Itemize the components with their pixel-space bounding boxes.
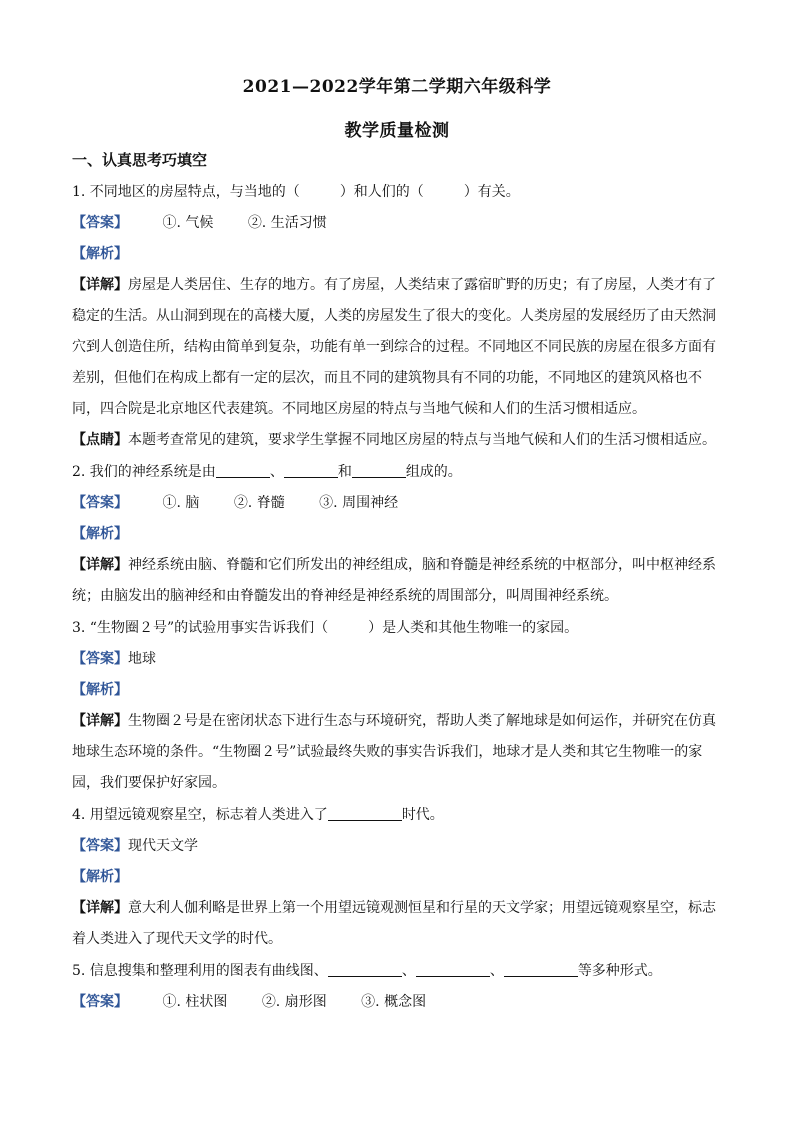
detail-label: 【详解】 bbox=[72, 900, 128, 916]
answer-text: 周围神经 bbox=[342, 495, 399, 511]
q4-detail-line: 着人类进入了现代天文学的时代。 bbox=[72, 931, 282, 947]
q5-sep-1: 、 bbox=[401, 963, 416, 979]
q5-answer-row bbox=[72, 992, 722, 1012]
answer-number: ①. bbox=[162, 495, 181, 511]
section-heading: 一、认真思考巧填空 bbox=[72, 151, 208, 169]
q5-answer-3 bbox=[361, 992, 426, 1012]
page-title: 2021—2022学年第二学期六年级科学 bbox=[242, 77, 552, 97]
q1-analysis bbox=[72, 244, 722, 264]
answer-number: ③. bbox=[361, 994, 380, 1010]
analysis-label: 【解析】 bbox=[72, 246, 128, 262]
q3-stem-a: 3. “生物圈２号”的试验用事实告诉我们（ bbox=[72, 620, 329, 636]
answer-text: 地球 bbox=[128, 651, 156, 667]
analysis-label: 【解析】 bbox=[72, 682, 128, 698]
comment-text: 本题考查常见的建筑，要求学生掌握不同地区房屋的特点与当地气候和人们的生活习惯相适应。 bbox=[128, 432, 716, 448]
q2-sep-1: 、 bbox=[269, 464, 284, 480]
q1-stem-b: ）和人们的（ bbox=[339, 184, 424, 200]
answer-label: 【答案】 bbox=[72, 994, 128, 1010]
q4-detail-line bbox=[72, 898, 722, 918]
q2-detail-line: 统；由脑发出的脑神经和由脊髓发出的脊神经是神经系统的周围部分，叫周围神经系统。 bbox=[72, 588, 618, 604]
q5-sep-2: 、 bbox=[489, 963, 504, 979]
question-1 bbox=[72, 182, 722, 202]
q1-detail-line: 稳定的生活。从山洞到现在的高楼大厦，人类的房屋发生了很大的变化。人类房屋的发展经历了由天然洞 bbox=[72, 308, 716, 324]
q2-analysis bbox=[72, 524, 722, 544]
answer-number: ③. bbox=[319, 495, 338, 511]
answer-number: ②. bbox=[247, 215, 267, 231]
question-3 bbox=[72, 618, 722, 638]
answer-text: 生活习惯 bbox=[270, 215, 327, 231]
q1-answer-2 bbox=[248, 213, 327, 233]
q4-stem-a: 4. 用望远镜观察星空，标志着人类进入了 bbox=[72, 807, 328, 823]
question-2 bbox=[72, 462, 722, 482]
analysis-label: 【解析】 bbox=[72, 869, 128, 885]
answer-label: 【答案】 bbox=[72, 838, 128, 854]
q4-analysis bbox=[72, 867, 722, 887]
q1-detail-line: 同，四合院是北京地区代表建筑。不同地区房屋的特点与当地气候和人们的生活习惯相适应。 bbox=[72, 401, 646, 417]
q3-stem-b: ）是人类和其他生物唯一的家园。 bbox=[368, 620, 579, 636]
q2-stem-a: 2. 我们的神经系统是由 bbox=[72, 464, 216, 480]
answer-number: ②. bbox=[233, 495, 253, 511]
answer-text: 气候 bbox=[185, 215, 214, 231]
q2-sep-2: 和 bbox=[337, 464, 352, 480]
answer-text: 现代天文学 bbox=[128, 838, 198, 854]
detail-label: 【详解】 bbox=[72, 713, 128, 729]
q2-answer-1 bbox=[162, 493, 199, 513]
q2-blank-3[interactable] bbox=[352, 463, 406, 478]
detail-text: 房屋是人类居住、生存的地方。有了房屋，人类结束了露宿旷野的历史；有了房屋，人类才有了 bbox=[128, 277, 716, 293]
q3-detail-line: 园，我们要保护好家园。 bbox=[72, 775, 226, 791]
q1-detail-line: 差别，但他们在构成上都有一定的层次，而且不同的建筑物具有不同的功能，不同地区的建筑风格也不 bbox=[72, 370, 702, 386]
q5-stem-end: 等多种形式。 bbox=[577, 963, 662, 979]
q5-blank-3[interactable] bbox=[504, 962, 578, 977]
answer-text: 脑 bbox=[185, 495, 200, 511]
q1-detail-line: 穴到人创造住所，结构由简单到复杂，功能有单一到综合的过程。不同地区不同民族的房屋在很多方面有 bbox=[72, 339, 716, 355]
answer-label: 【答案】 bbox=[72, 215, 128, 231]
q5-answer-1 bbox=[162, 992, 227, 1012]
q4-answer-row bbox=[72, 836, 722, 856]
q4-blank[interactable] bbox=[328, 806, 402, 821]
detail-text: 生物圈２号是在密闭状态下进行生态与环境研究，帮助人类了解地球是如何运作，并研究在仿真 bbox=[128, 713, 716, 729]
answer-number: ①. bbox=[162, 215, 181, 231]
answer-text: 脊髓 bbox=[256, 495, 285, 511]
q3-detail-line bbox=[72, 711, 722, 731]
q5-blank-1[interactable] bbox=[328, 962, 402, 977]
q1-answer-row bbox=[72, 213, 722, 233]
q2-detail-line bbox=[72, 555, 722, 575]
q3-detail-line: 地球生态环境的条件。“生物圈２号”试验最终失败的事实告诉我们，地球才是人类和其它生物唯一的家 bbox=[72, 744, 703, 760]
answer-text: 柱状图 bbox=[185, 994, 228, 1010]
q5-blank-2[interactable] bbox=[416, 962, 490, 977]
q1-stem-c: ）有关。 bbox=[463, 184, 520, 200]
answer-label: 【答案】 bbox=[72, 651, 128, 667]
q1-answer-1 bbox=[162, 213, 213, 233]
q2-answer-3 bbox=[319, 493, 398, 513]
answer-number: ②. bbox=[261, 994, 281, 1010]
q3-analysis bbox=[72, 680, 722, 700]
q2-answer-row bbox=[72, 493, 722, 513]
answer-text: 概念图 bbox=[384, 994, 427, 1010]
page-subtitle: 教学质量检测 bbox=[344, 121, 450, 141]
q1-comment bbox=[72, 430, 722, 450]
q2-answer-2 bbox=[234, 493, 285, 513]
detail-label: 【详解】 bbox=[72, 277, 128, 293]
q2-stem-end: 组成的。 bbox=[405, 464, 462, 480]
question-5 bbox=[72, 961, 722, 981]
q1-detail-line bbox=[72, 275, 722, 295]
q3-answer-row bbox=[72, 649, 722, 669]
q5-answer-2 bbox=[262, 992, 327, 1012]
detail-label: 【详解】 bbox=[72, 557, 128, 573]
comment-label: 【点睛】 bbox=[72, 432, 128, 448]
detail-text: 神经系统由脑、脊髓和它们所发出的神经组成，脑和脊髓是神经系统的中枢部分，叫中枢神经系 bbox=[128, 557, 716, 573]
answer-number: ①. bbox=[162, 994, 181, 1010]
q2-blank-2[interactable] bbox=[284, 463, 338, 478]
q2-blank-1[interactable] bbox=[216, 463, 270, 478]
analysis-label: 【解析】 bbox=[72, 526, 128, 542]
question-4 bbox=[72, 805, 722, 825]
answer-text: 扇形图 bbox=[284, 994, 327, 1010]
answer-label: 【答案】 bbox=[72, 495, 128, 511]
detail-text: 意大利人伽利略是世界上第一个用望远镜观测恒星和行星的天文学家；用望远镜观察星空，标志 bbox=[128, 900, 716, 916]
q4-stem-b: 时代。 bbox=[401, 807, 444, 823]
q5-stem-a: 5. 信息搜集和整理利用的图表有曲线图、 bbox=[72, 963, 328, 979]
q1-stem-a: 1. 不同地区的房屋特点，与当地的（ bbox=[72, 184, 300, 200]
